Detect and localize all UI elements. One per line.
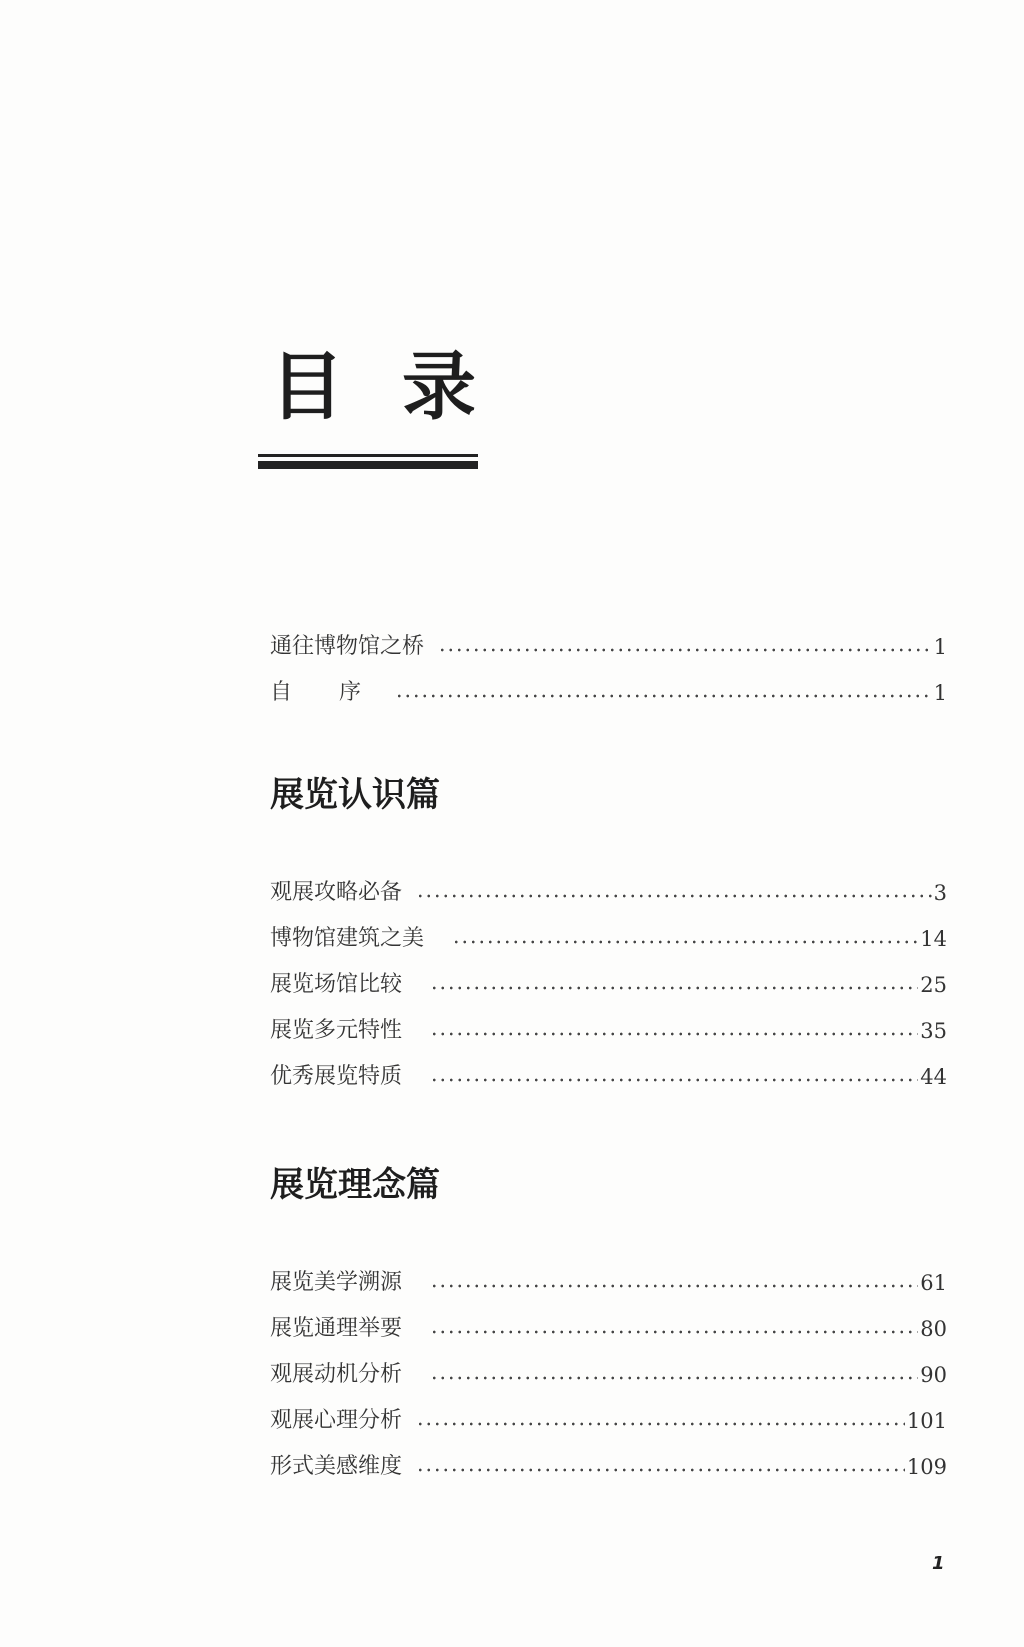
toc-entry-page: 44: [920, 1065, 947, 1089]
toc-entry-label: 观展攻略必备: [270, 880, 403, 905]
toc-entry-label: 通往博物馆之桥: [270, 634, 425, 659]
dot-leader: [430, 970, 918, 1000]
toc-entry-page: 101: [906, 1409, 947, 1433]
title-double-rule: [258, 454, 478, 469]
toc-entry-page: 3: [933, 881, 947, 905]
toc-entry-page: 14: [920, 927, 947, 951]
toc-entry-page: 35: [920, 1019, 947, 1043]
dot-leader: [430, 1314, 918, 1344]
dot-leader: [430, 1016, 918, 1046]
dot-leader: [416, 1452, 905, 1482]
dot-leader: [430, 1360, 918, 1390]
toc-entry-page: 25: [920, 973, 947, 997]
title-rule-thin: [258, 454, 478, 457]
dot-leader: [395, 678, 932, 708]
page-title: 目录: [270, 344, 534, 430]
toc-entry[interactable]: [270, 1314, 947, 1344]
section-heading-1: 展览认识篇: [270, 775, 440, 815]
dot-leader: [430, 1062, 918, 1092]
toc-entry[interactable]: [270, 1452, 947, 1482]
dot-leader: [452, 924, 918, 954]
dot-leader: [438, 632, 932, 662]
toc-entry-label: 展览通理举要: [270, 1316, 403, 1341]
dot-leader: [430, 1268, 918, 1298]
toc-entry-page: 1: [933, 635, 947, 659]
toc-entry-page: 80: [920, 1317, 947, 1341]
toc-entry[interactable]: [270, 878, 947, 908]
toc-entry-preface[interactable]: [270, 678, 947, 708]
title-rule-thick: [258, 461, 478, 469]
toc-entry-label: 优秀展览特质: [270, 1064, 403, 1089]
toc-entry-page: 1: [933, 681, 947, 705]
toc-entry[interactable]: [270, 1268, 947, 1298]
section-heading-2: 展览理念篇: [270, 1165, 440, 1205]
toc-entry-label: 形式美感维度: [270, 1454, 403, 1479]
toc-entry-page: 109: [906, 1455, 947, 1479]
toc-entry[interactable]: [270, 1360, 947, 1390]
page-number: 1: [932, 1553, 945, 1574]
toc-entry-label: 观展动机分析: [270, 1362, 403, 1387]
toc-entry-label: 展览多元特性: [270, 1018, 403, 1043]
toc-entry[interactable]: [270, 1062, 947, 1092]
toc-entry-label: 展览场馆比较: [270, 972, 403, 997]
toc-entry-foreword[interactable]: [270, 632, 947, 662]
toc-entry[interactable]: [270, 1406, 947, 1436]
dot-leader: [416, 1406, 905, 1436]
toc-entry[interactable]: [270, 924, 947, 954]
toc-entry-label: 博物馆建筑之美: [270, 926, 425, 951]
toc-entry-page: 90: [920, 1363, 947, 1387]
dot-leader: [416, 878, 932, 908]
toc-entry-page: 61: [920, 1271, 947, 1295]
toc-entry-label: 观展心理分析: [270, 1408, 403, 1433]
toc-entry-label: 展览美学溯源: [270, 1270, 403, 1295]
toc-entry-label: 自 序: [270, 680, 381, 705]
toc-entry[interactable]: [270, 1016, 947, 1046]
toc-entry[interactable]: [270, 970, 947, 1000]
